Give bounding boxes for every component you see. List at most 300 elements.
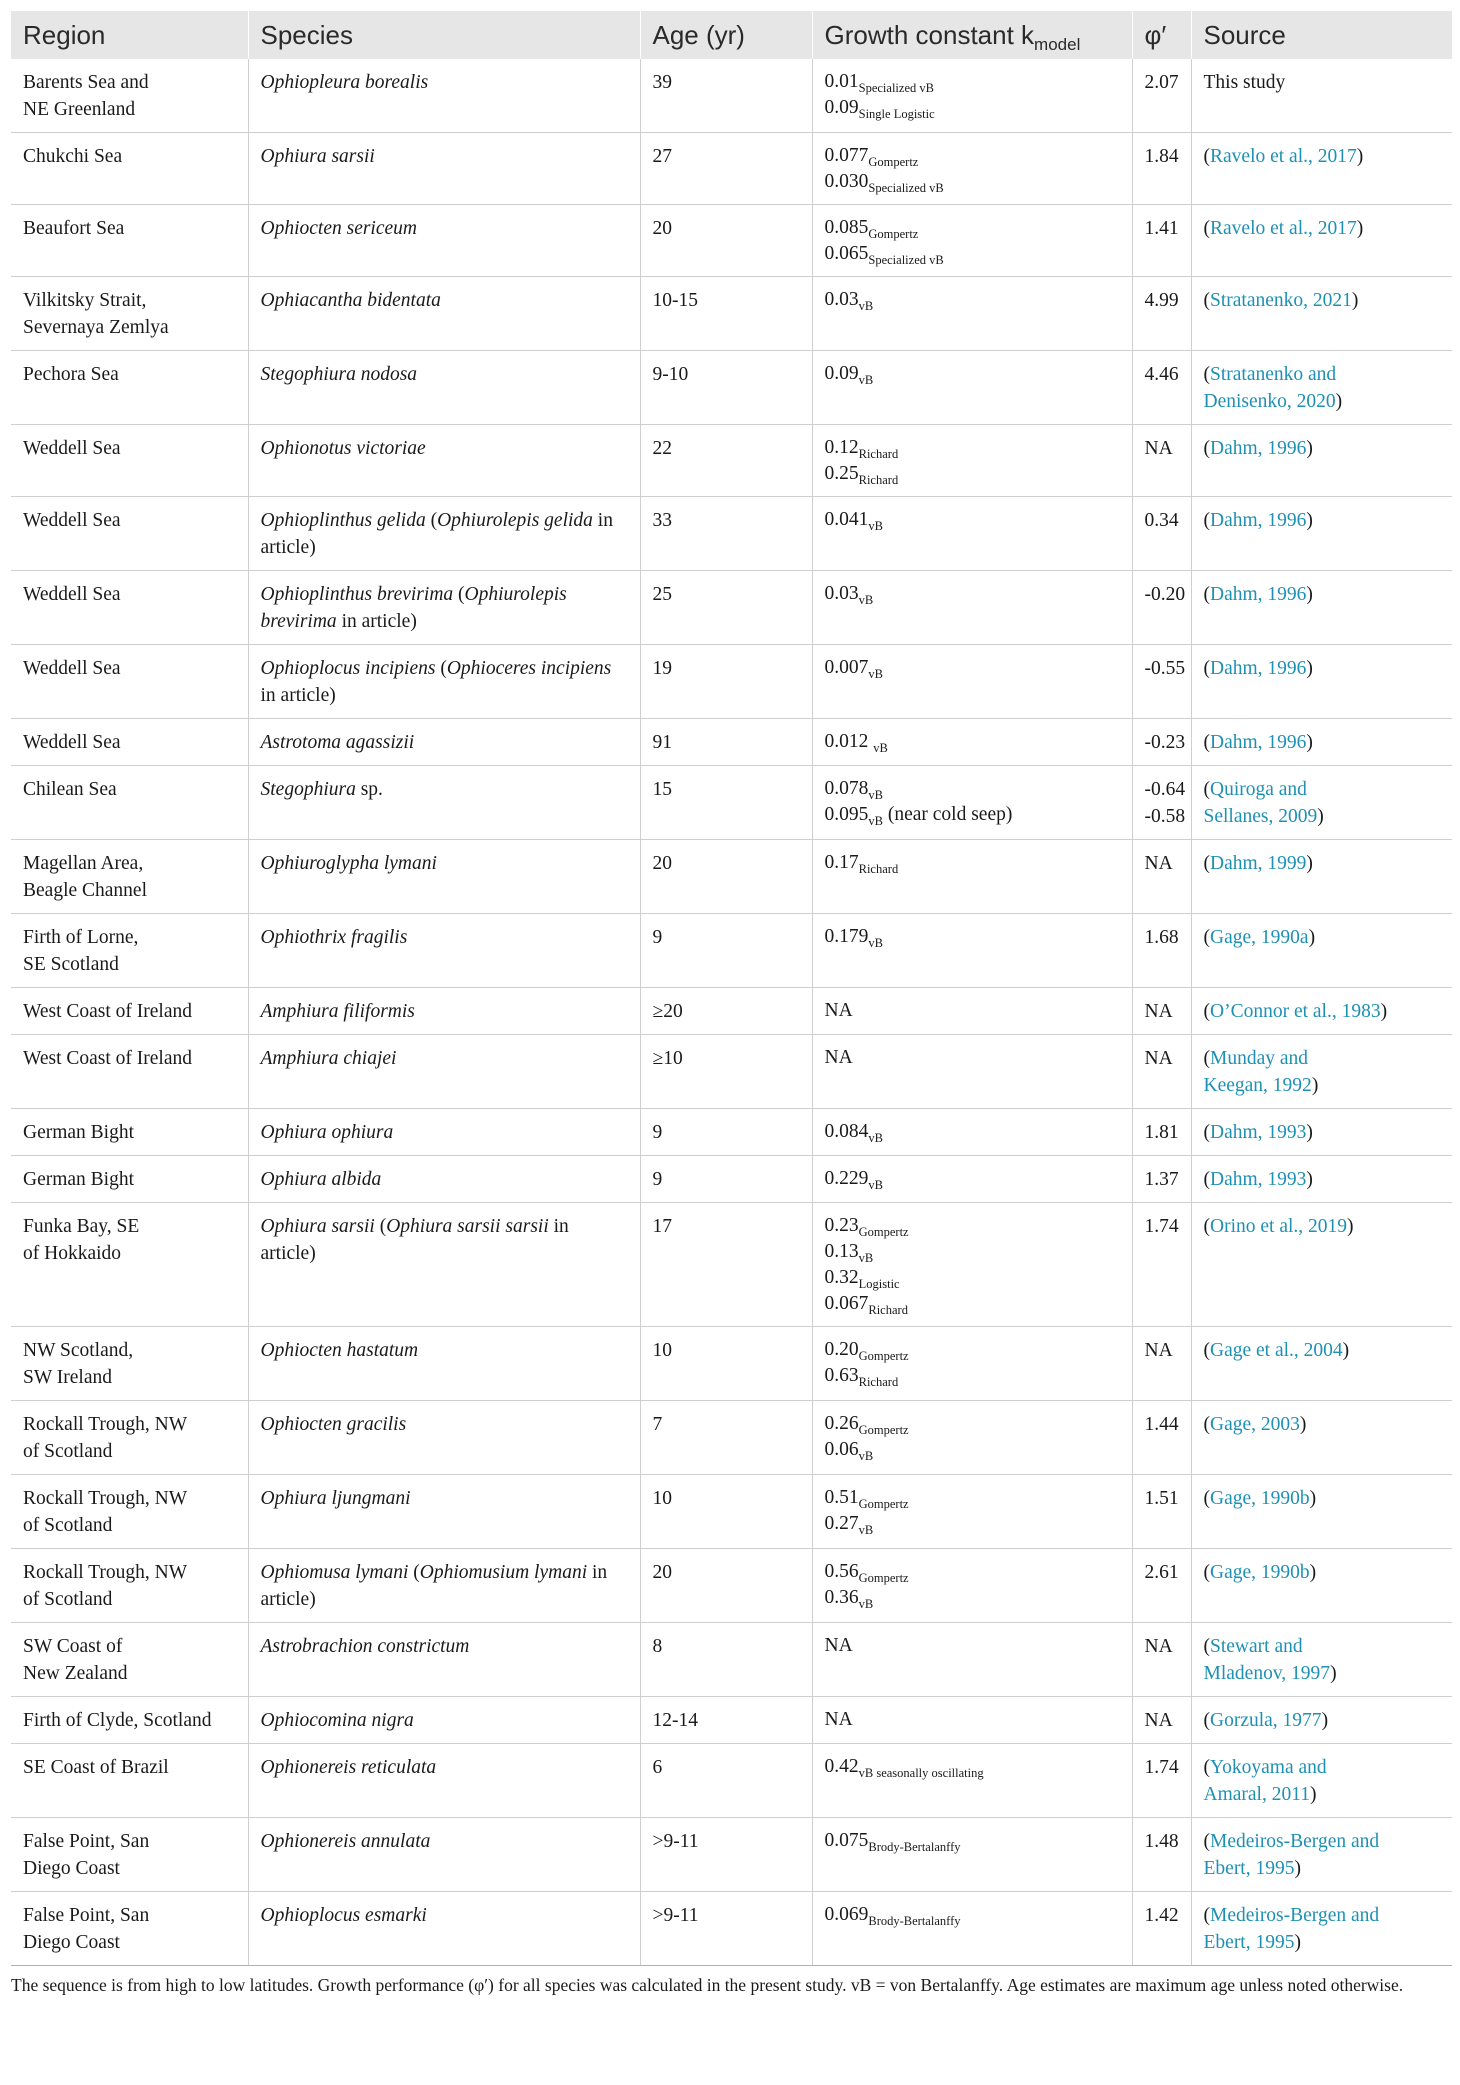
region-line: Weddell Sea — [23, 510, 121, 531]
region-cell — [11, 1892, 248, 1966]
source-link[interactable] — [1204, 1831, 1380, 1879]
source-line: Ravelo et al., 2017 — [1210, 146, 1357, 167]
paren-open: ( — [1203, 584, 1210, 605]
table-row — [11, 1744, 1452, 1818]
source-link[interactable] — [1204, 927, 1316, 948]
species-name: Ophionereis annulata — [260, 1831, 431, 1852]
growth-constant-cell — [812, 1697, 1132, 1744]
phi-cell — [1132, 425, 1191, 497]
species-cell — [248, 59, 640, 133]
source-link[interactable] — [1204, 1562, 1317, 1583]
species-cell — [248, 1109, 640, 1156]
species-alt-name: Ophiurolepis brevirima — [260, 584, 567, 632]
k-model: vB — [868, 814, 883, 828]
source-link[interactable] — [1204, 1001, 1388, 1022]
paren-close: ) — [1306, 584, 1313, 605]
region-line: False Point, San — [23, 1831, 150, 1852]
species-name: Astrobrachion constrictum — [260, 1636, 470, 1657]
k-number: 0.63 — [824, 1365, 859, 1386]
growth-constant-value — [825, 95, 1120, 121]
age-cell: 10 — [640, 1475, 812, 1549]
source-link[interactable] — [1204, 510, 1313, 531]
source-link[interactable] — [1204, 732, 1313, 753]
region-line: Rockall Trough, NW — [23, 1488, 188, 1509]
table-row — [11, 988, 1452, 1035]
source-link[interactable] — [1204, 1414, 1307, 1435]
paren-close: ) — [1335, 391, 1343, 412]
source-link[interactable] — [1204, 853, 1313, 874]
phi-value: -0.23 — [1144, 732, 1186, 753]
header-growth-label: Growth constant k — [824, 19, 1035, 50]
region-line: SW Ireland — [23, 1367, 112, 1388]
source-cell — [1191, 840, 1452, 914]
growth-constant-value — [825, 1828, 1120, 1854]
growth-constant-cell — [812, 719, 1132, 766]
phi-cell — [1132, 645, 1191, 719]
growth-constant-value — [825, 581, 1120, 607]
species-cell — [248, 766, 640, 840]
phi-value: NA — [1144, 438, 1173, 459]
source-link[interactable] — [1204, 658, 1313, 679]
region-cell — [11, 766, 248, 840]
species-cell — [248, 645, 640, 719]
region-cell — [11, 914, 248, 988]
paren-open: ( — [1203, 1710, 1210, 1731]
region-cell — [11, 425, 248, 497]
paren-close: ) — [1356, 146, 1364, 167]
source-cell — [1191, 425, 1452, 497]
phi-cell — [1132, 277, 1191, 351]
source-cell — [1191, 1475, 1452, 1549]
source-link[interactable] — [1204, 1757, 1327, 1805]
k-model: Gompertz — [858, 1423, 909, 1437]
growth-constant-value — [825, 1337, 1120, 1363]
source-link[interactable] — [1204, 1216, 1354, 1237]
region-line: Severnaya Zemlya — [23, 317, 169, 338]
growth-constant-cell — [812, 1401, 1132, 1475]
phi-cell — [1132, 1697, 1191, 1744]
source-cell — [1191, 1744, 1452, 1818]
growth-constant-value — [825, 435, 1120, 461]
k-number: 0.51 — [824, 1487, 859, 1508]
k-number: 0.09 — [824, 363, 859, 384]
source-line: Keegan, 1992 — [1203, 1075, 1312, 1096]
growth-constant-value — [825, 729, 1120, 755]
species-cell — [248, 1697, 640, 1744]
region-cell — [11, 1109, 248, 1156]
source-link[interactable] — [1204, 438, 1313, 459]
species-name: Ophiothrix fragilis — [260, 927, 408, 948]
table-row — [11, 133, 1452, 205]
species-name: Amphiura filiformis — [260, 1001, 415, 1022]
table-row — [11, 205, 1452, 277]
phi-cell — [1132, 1892, 1191, 1966]
species-name: Ophiura albida — [260, 1169, 382, 1190]
k-model: Richard — [858, 862, 899, 876]
species-cell — [248, 133, 640, 205]
species-cell — [248, 425, 640, 497]
k-model: vB — [868, 1178, 883, 1192]
source-line: Dahm, 1996 — [1210, 584, 1307, 605]
k-model: Specialized vB — [868, 253, 944, 267]
k-model: Richard — [858, 473, 899, 487]
phi-cell — [1132, 1549, 1191, 1623]
k-number: 0.25 — [824, 463, 859, 484]
phi-cell — [1132, 988, 1191, 1035]
k-model: Brody-Bertalanffy — [868, 1840, 961, 1854]
species-cell — [248, 1475, 640, 1549]
source-cell — [1191, 571, 1452, 645]
source-line: Gage, 2003 — [1210, 1414, 1300, 1435]
table-footnote: The sequence is from high to low latitudes. Growth performance (φ′) for all species was calculated in the present study. vB = von Bertalanffy. Age estimates are maximum age unless noted otherwise. — [11, 1975, 1404, 1995]
growth-constant-cell — [812, 988, 1132, 1035]
region-cell — [11, 1549, 248, 1623]
source-line: Stratanenko and — [1210, 364, 1337, 385]
source-link[interactable] — [1204, 1169, 1313, 1190]
phi-cell — [1132, 766, 1191, 840]
table-container — [11, 11, 1452, 1997]
growth-constant-value — [825, 1119, 1120, 1145]
age-cell: 27 — [640, 133, 812, 205]
species-cell — [248, 1035, 640, 1109]
source-line: Dahm, 1993 — [1210, 1122, 1307, 1143]
table-row — [11, 425, 1452, 497]
source-link[interactable] — [1204, 1488, 1317, 1509]
source-link[interactable] — [1204, 1122, 1313, 1143]
source-link[interactable] — [1204, 1710, 1329, 1731]
paren-open: ( — [1203, 1636, 1210, 1657]
growth-constant-value — [825, 655, 1120, 681]
source-line: Orino et al., 2019 — [1210, 1216, 1348, 1237]
k-model: vB — [858, 299, 874, 313]
region-line: SE Coast of Brazil — [23, 1757, 169, 1778]
k-number: 0.26 — [824, 1413, 859, 1434]
paren-close: ) — [1306, 438, 1313, 459]
paren-open: ( — [1203, 218, 1210, 239]
source-link[interactable] — [1204, 364, 1343, 412]
paren-close: ) — [1342, 1340, 1350, 1361]
growth-constant-value — [825, 69, 1120, 95]
species-cell — [248, 1623, 640, 1697]
growth-constant-cell — [812, 205, 1132, 277]
source-line: Ebert, 1995 — [1203, 1932, 1295, 1953]
region-line: New Zealand — [23, 1663, 128, 1684]
source-cell — [1191, 1818, 1452, 1892]
region-cell — [11, 1697, 248, 1744]
growth-constant-cell — [812, 571, 1132, 645]
k-model: vB — [868, 1131, 883, 1145]
paren-open: ( — [1203, 1831, 1210, 1852]
region-line: Magellan Area, — [23, 853, 144, 874]
source-cell — [1191, 1327, 1452, 1401]
source-cell — [1191, 1156, 1452, 1203]
region-line: NW Scotland, — [23, 1340, 134, 1361]
growth-constant-cell — [812, 1623, 1132, 1697]
growth-constant-cell — [812, 59, 1132, 133]
region-line: Rockall Trough, NW — [23, 1414, 188, 1435]
region-line: Barents Sea and — [23, 72, 149, 93]
region-line: Weddell Sea — [23, 584, 121, 605]
k-model: vB — [858, 373, 874, 387]
source-link[interactable] — [1204, 1636, 1337, 1684]
source-line: O’Connor et al., 1983 — [1210, 1001, 1381, 1022]
k-model: Gompertz — [858, 1571, 909, 1585]
phi-cell — [1132, 1035, 1191, 1109]
growth-constant-cell — [812, 1475, 1132, 1549]
region-cell — [11, 1744, 248, 1818]
paren-close: ) — [1317, 806, 1324, 827]
source-line: Gage, 1990a — [1210, 927, 1309, 948]
growth-constant-value — [825, 1363, 1120, 1389]
paren-close: ) — [1299, 1414, 1307, 1435]
source-cell — [1191, 719, 1452, 766]
species-note-close: in article) — [260, 685, 336, 706]
species-cell — [248, 719, 640, 766]
k-model: vB — [858, 593, 874, 607]
paren-open: ( — [1203, 364, 1210, 385]
source-line: Dahm, 1993 — [1210, 1169, 1307, 1190]
phi-value: 1.74 — [1144, 1216, 1179, 1237]
species-name: Ophioplocus incipiens — [260, 658, 436, 679]
species-cell — [248, 988, 640, 1035]
region-cell — [11, 1818, 248, 1892]
k-number: 0.56 — [824, 1561, 859, 1582]
growth-constant-value — [825, 850, 1120, 876]
age-cell: 15 — [640, 766, 812, 840]
growth-constant-cell — [812, 1818, 1132, 1892]
k-number: 0.09 — [824, 97, 859, 118]
k-model: Specialized vB — [868, 181, 944, 195]
phi-value: NA — [1144, 1636, 1173, 1657]
growth-constant-value — [825, 461, 1120, 487]
k-model: vB — [858, 1523, 874, 1537]
phi-cell — [1132, 497, 1191, 571]
growth-constant-value — [825, 169, 1120, 195]
age-cell: 22 — [640, 425, 812, 497]
paren-close: ) — [1294, 1932, 1301, 1953]
age-cell: 9 — [640, 1156, 812, 1203]
source-cell — [1191, 59, 1452, 133]
k-number: 0.075 — [824, 1830, 869, 1851]
k-number: 0.01 — [824, 71, 859, 92]
phi-cell — [1132, 719, 1191, 766]
age-cell: 10 — [640, 1327, 812, 1401]
paren-open: ( — [1203, 1169, 1210, 1190]
source-cell — [1191, 351, 1452, 425]
phi-value: 1.51 — [1144, 1488, 1179, 1509]
source-line: Quiroga and — [1210, 779, 1307, 800]
k-number: 0.20 — [824, 1339, 859, 1360]
source-line: This study — [1203, 72, 1286, 93]
table-row — [11, 1401, 1452, 1475]
growth-constant-cell — [812, 351, 1132, 425]
species-name: Ophiuroglypha lymani — [260, 853, 437, 874]
phi-value: 1.37 — [1144, 1169, 1179, 1190]
table-row — [11, 1475, 1452, 1549]
source-link[interactable] — [1204, 584, 1313, 605]
growth-constant-cell — [812, 1549, 1132, 1623]
species-name: Ophiura sarsii — [260, 146, 375, 167]
paren-open: ( — [1203, 732, 1210, 753]
growth-constant-cell — [812, 840, 1132, 914]
k-model: Gompertz — [858, 1349, 909, 1363]
source-line: Gorzula, 1977 — [1210, 1710, 1322, 1731]
age-cell: 12-14 — [640, 1697, 812, 1744]
source-link[interactable] — [1204, 1340, 1350, 1361]
age-cell: 20 — [640, 840, 812, 914]
source-line: Ebert, 1995 — [1203, 1858, 1295, 1879]
k-model: vB — [868, 519, 883, 533]
species-cell — [248, 1818, 640, 1892]
region-line: NE Greenland — [23, 99, 136, 120]
paren-open: ( — [1203, 1048, 1210, 1069]
species-alt-name: Ophioceres incipiens — [446, 658, 612, 679]
paren-open: ( — [1203, 927, 1210, 948]
k-model: Gompertz — [868, 155, 919, 169]
age-cell: 25 — [640, 571, 812, 645]
region-cell — [11, 277, 248, 351]
species-note-close: in article) — [260, 1216, 569, 1264]
species-cell — [248, 1156, 640, 1203]
phi-value: NA — [1144, 1340, 1173, 1361]
growth-constant-value — [825, 143, 1120, 169]
growth-constant-value — [825, 287, 1120, 313]
k-model: Specialized vB — [858, 81, 934, 95]
age-cell: 33 — [640, 497, 812, 571]
growth-constant-cell — [812, 1892, 1132, 1966]
growth-constant-value — [825, 1485, 1120, 1511]
k-number: NA — [824, 1000, 853, 1021]
phi-cell — [1132, 1475, 1191, 1549]
age-cell: 10-15 — [640, 277, 812, 351]
source-line: Mladenov, 1997 — [1203, 1663, 1331, 1684]
k-number: NA — [824, 1709, 853, 1730]
growth-constant-cell — [812, 1035, 1132, 1109]
source-link[interactable] — [1204, 290, 1359, 311]
phi-value: -0.55 — [1144, 658, 1186, 679]
source-link[interactable] — [1204, 779, 1324, 827]
source-link[interactable] — [1204, 146, 1364, 167]
phi-value: NA — [1144, 853, 1173, 874]
species-note-close: in article) — [260, 1562, 608, 1610]
age-cell: 39 — [640, 59, 812, 133]
k-number: 0.084 — [824, 1121, 869, 1142]
region-line: Weddell Sea — [23, 438, 121, 459]
k-model: vB — [873, 741, 888, 755]
k-model: Gompertz — [858, 1225, 909, 1239]
growth-constant-value — [825, 1511, 1120, 1537]
paren-close: ) — [1306, 1122, 1313, 1143]
k-number: 0.095 — [824, 804, 869, 825]
growth-constant-value — [825, 241, 1120, 267]
k-model: vB — [858, 1449, 874, 1463]
region-cell — [11, 988, 248, 1035]
region-line: Chilean Sea — [23, 779, 117, 800]
source-link[interactable] — [1204, 1905, 1380, 1953]
growth-constant-cell — [812, 1156, 1132, 1203]
phi-cell — [1132, 914, 1191, 988]
region-cell — [11, 497, 248, 571]
growth-constant-value — [825, 1902, 1120, 1928]
age-cell: 8 — [640, 1623, 812, 1697]
age-cell: >9-11 — [640, 1892, 812, 1966]
species-note-open: ( — [453, 584, 465, 605]
paren-close: ) — [1380, 1001, 1388, 1022]
region-line: Rockall Trough, NW — [23, 1562, 188, 1583]
species-name: Ophiura sarsii — [260, 1216, 375, 1237]
table-row — [11, 497, 1452, 571]
k-model: Richard — [868, 1303, 908, 1317]
phi-value: 1.84 — [1144, 146, 1179, 167]
age-cell: 9 — [640, 914, 812, 988]
paren-open: ( — [1203, 1001, 1210, 1022]
paren-close: ) — [1356, 218, 1364, 239]
source-line: Dahm, 1996 — [1210, 438, 1307, 459]
growth-constant-value — [825, 361, 1120, 387]
species-cell — [248, 205, 640, 277]
growth-constant-cell — [812, 645, 1132, 719]
region-line: SE Scotland — [23, 954, 119, 975]
species-note-close: in article) — [260, 510, 613, 558]
region-line: of Scotland — [23, 1515, 113, 1536]
phi-value: NA — [1144, 1001, 1173, 1022]
paren-close: ) — [1294, 1858, 1301, 1879]
source-cell — [1191, 1697, 1452, 1744]
species-name: Ophiomusa lymani — [260, 1562, 409, 1583]
k-number: 0.065 — [824, 243, 869, 264]
species-alt-name: Ophiomusium lymani — [419, 1562, 588, 1583]
phi-cell — [1132, 1401, 1191, 1475]
region-cell — [11, 719, 248, 766]
region-line: SW Coast of — [23, 1636, 123, 1657]
paren-open: ( — [1203, 853, 1210, 874]
species-name: Ophiopleura borealis — [260, 72, 429, 93]
source-link[interactable] — [1204, 218, 1364, 239]
k-number: 0.012 — [824, 731, 874, 752]
region-cell — [11, 1401, 248, 1475]
k-number: 0.27 — [824, 1513, 859, 1534]
source-cell — [1191, 766, 1452, 840]
growth-table — [11, 11, 1452, 1966]
phi-value: 1.81 — [1144, 1122, 1179, 1143]
phi-cell — [1132, 1109, 1191, 1156]
region-cell — [11, 351, 248, 425]
table-row — [11, 1109, 1452, 1156]
region-line: German Bight — [23, 1122, 135, 1143]
source-line: Yokoyama and — [1210, 1757, 1327, 1778]
growth-constant-cell — [812, 1203, 1132, 1327]
region-line: Pechora Sea — [23, 364, 119, 385]
k-model: Logistic — [858, 1277, 900, 1291]
source-line: Medeiros-Bergen and — [1210, 1905, 1380, 1926]
source-link[interactable] — [1204, 1048, 1319, 1096]
region-line: Funka Bay, SE — [23, 1216, 140, 1237]
source-line: Gage et al., 2004 — [1210, 1340, 1343, 1361]
species-name: Ophiocomina nigra — [260, 1710, 414, 1731]
source-line: Dahm, 1996 — [1210, 732, 1307, 753]
growth-constant-cell — [812, 1327, 1132, 1401]
table-body — [11, 59, 1452, 1966]
phi-cell — [1132, 59, 1191, 133]
table-header — [11, 11, 1452, 59]
table-row — [11, 59, 1452, 133]
region-cell — [11, 1156, 248, 1203]
growth-constant-cell — [812, 1109, 1132, 1156]
table-row — [11, 914, 1452, 988]
phi-value: 1.74 — [1144, 1757, 1179, 1778]
phi-cell — [1132, 1156, 1191, 1203]
growth-constant-value — [825, 1559, 1120, 1585]
